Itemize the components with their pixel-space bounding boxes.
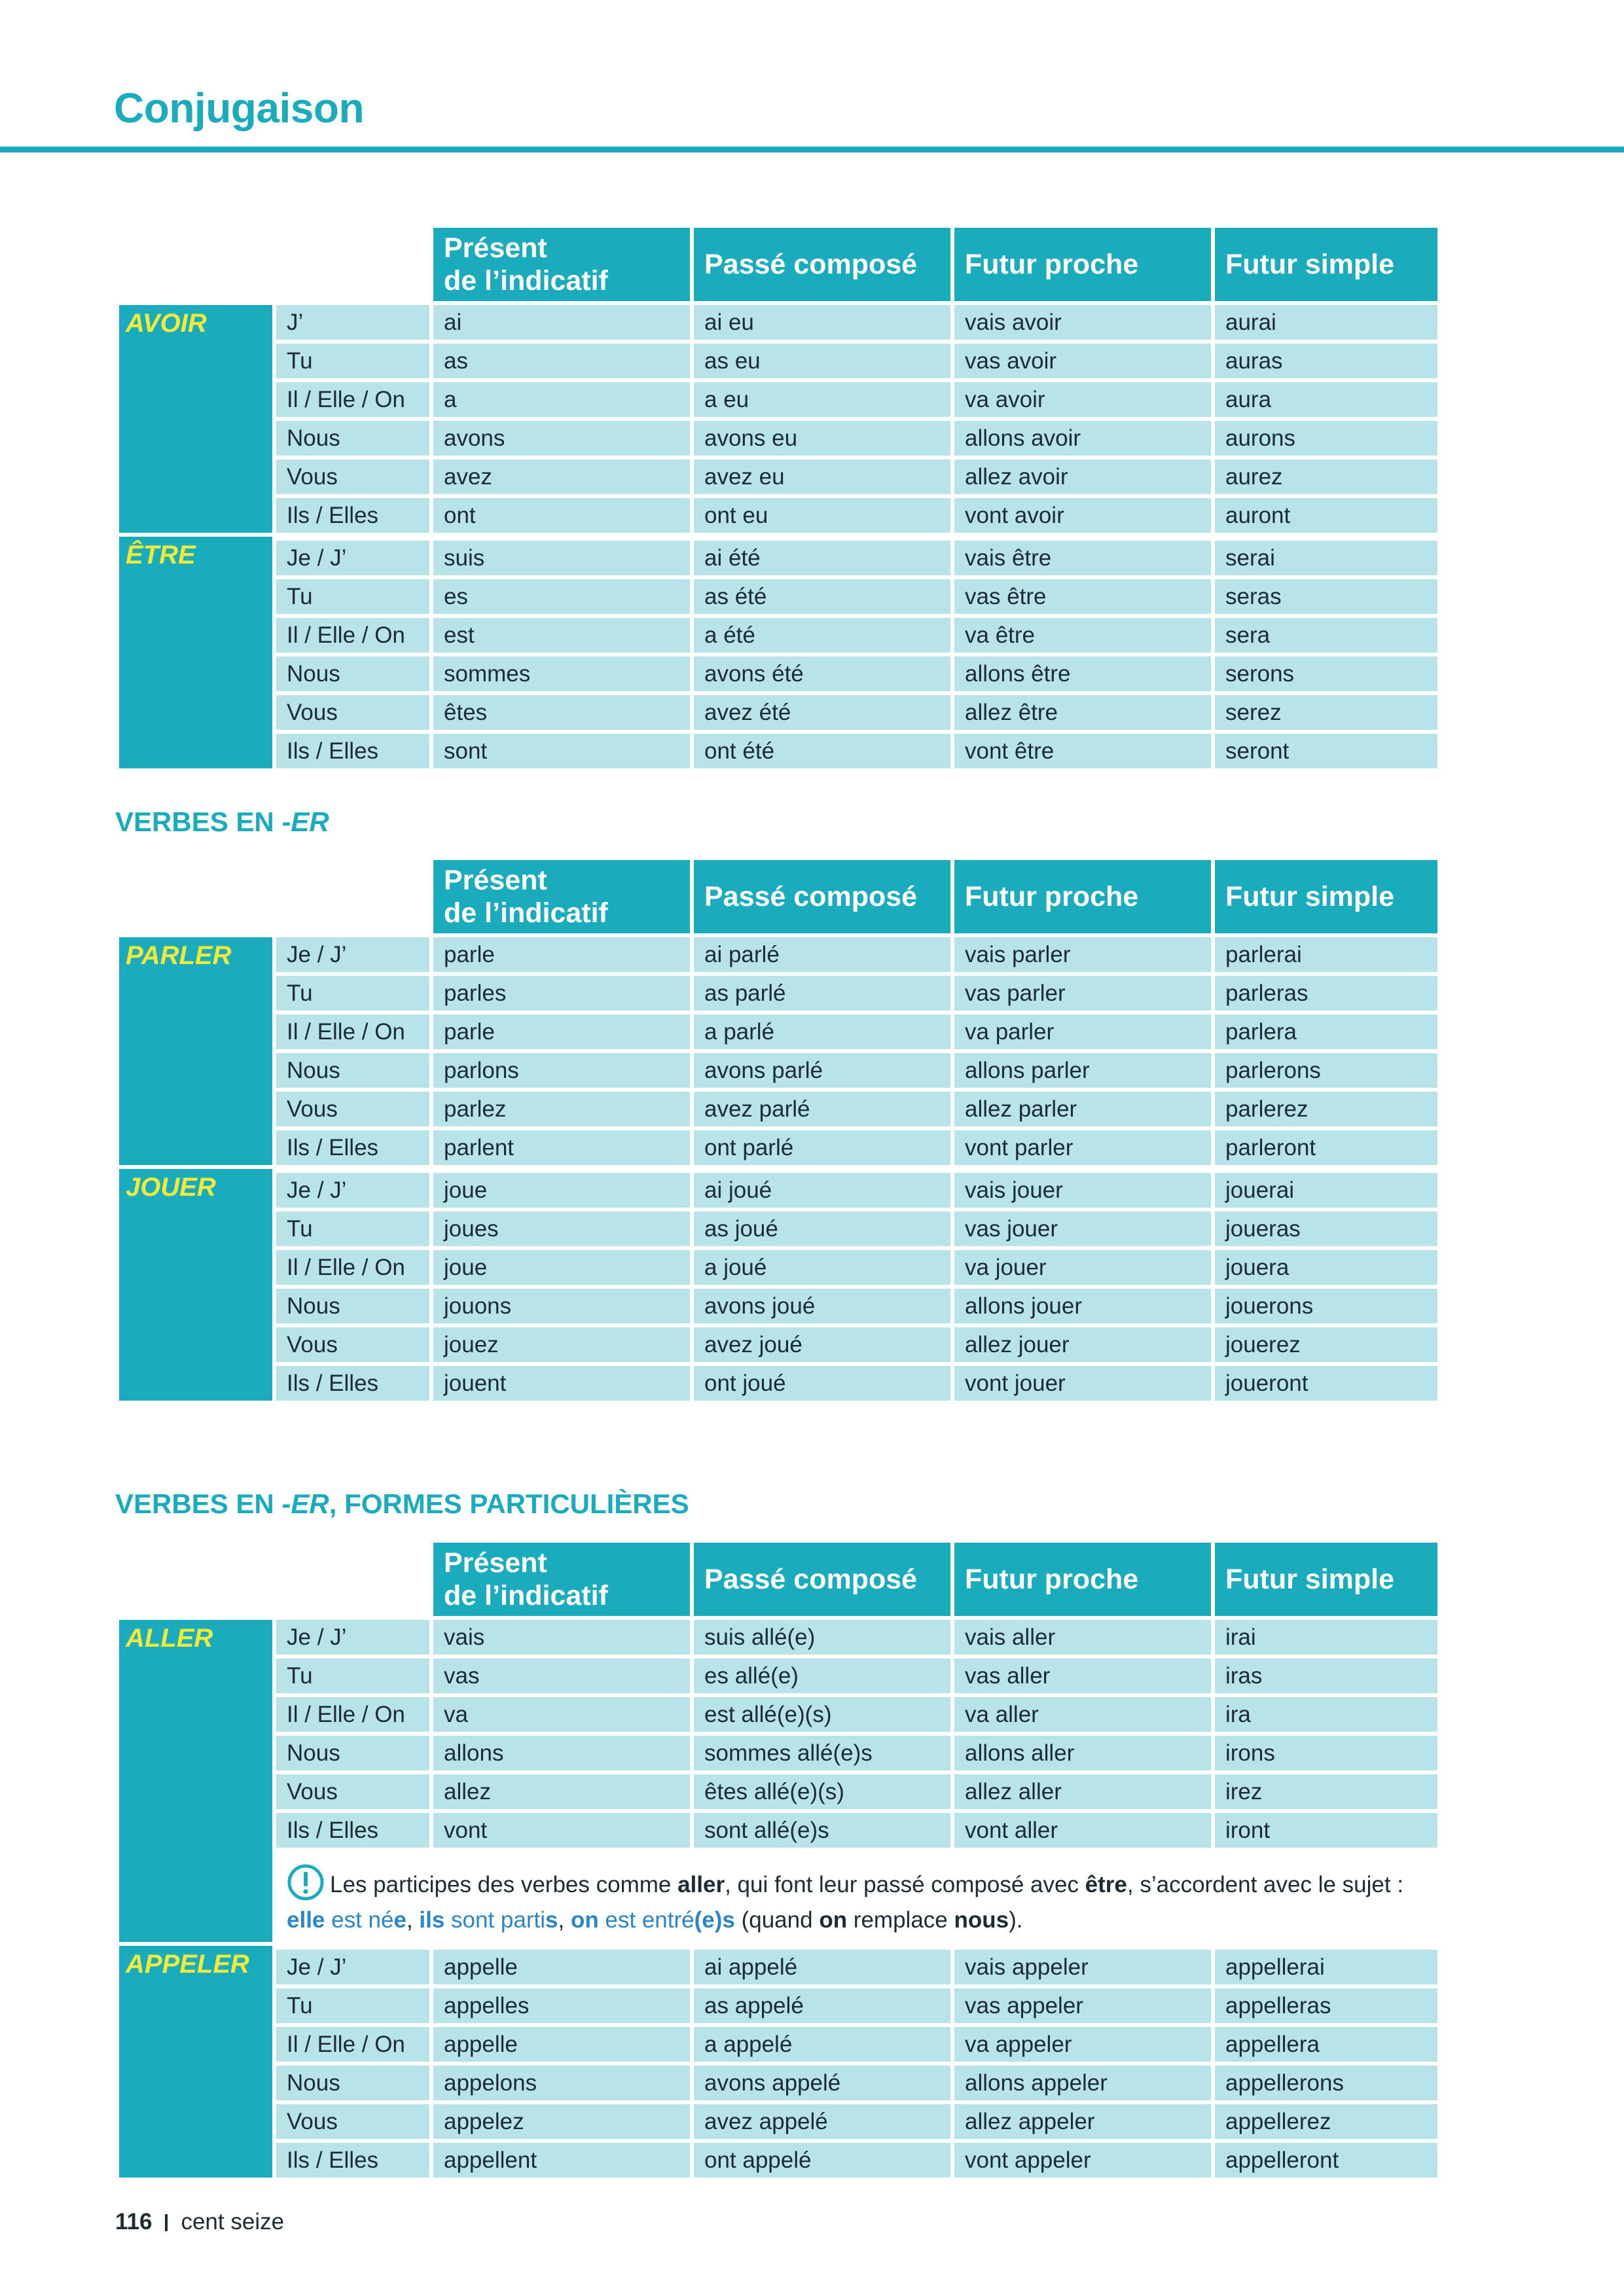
verb-label: PARLER [119,937,272,1165]
conjugation-cell: a parlé [694,1014,950,1049]
pronoun-cell: Ils / Elles [276,1813,429,1848]
pronoun-cell: Je / J’ [276,1620,429,1655]
column-header: Futur proche [954,228,1211,301]
conjugation-cell: vont appeler [954,2143,1211,2178]
column-header: Passé composé [694,1543,950,1616]
conjugation-cell: vas être [954,579,1211,614]
pronoun-cell: Tu [276,1988,429,2023]
column-header: Futur simple [1215,228,1437,301]
conjugation-cell: vont avoir [954,498,1211,533]
conjugation-cell: avez parlé [694,1092,950,1126]
conjugation-cell: appelez [433,2104,690,2139]
table-row [119,1327,1437,1362]
pronoun-cell: Tu [276,579,429,614]
conjugation-cell: va appeler [954,2027,1211,2062]
conjugation-cell: ai parlé [694,937,950,972]
column-header: Passé composé [694,860,950,933]
pronoun-cell: Ils / Elles [276,498,429,533]
conjugation-cell: appellent [433,2143,690,2178]
conjugation-cell: appellerez [1215,2104,1437,2139]
table-row [119,1620,1437,1655]
agreement-note [276,1852,1437,1942]
section-prefix: VERBES EN [115,806,282,837]
conjugation-cell: est [433,618,690,653]
pronoun-cell: Vous [276,695,429,730]
table-row [119,344,1437,378]
conjugation-cell: parles [433,976,690,1011]
table-row [119,382,1437,417]
conjugation-cell: sont [433,734,690,768]
conjugation-cell: ont parlé [694,1130,950,1165]
table-row [119,305,1437,340]
table-row [119,1053,1437,1088]
table-row [119,1988,1437,2023]
conjugation-cell: vont être [954,734,1211,768]
conjugation-cell: vas aller [954,1659,1211,1693]
conjugation-cell: appelons [433,2066,690,2100]
conjugation-cell: allez parler [954,1092,1211,1126]
pronoun-cell: Nous [276,1053,429,1088]
conjugation-cell: ont [433,498,690,533]
note-text: sont parti [444,1907,546,1933]
conjugation-cell: allez jouer [954,1327,1211,1362]
conjugation-cell: appelles [433,1988,690,2023]
note-text: être [1085,1872,1127,1897]
blank-header-cell [119,860,272,933]
conjugation-cell: aurez [1215,459,1437,494]
conjugation-cell: ai été [694,537,950,575]
header-row [119,860,1437,933]
conjugation-cell: appellera [1215,2027,1437,2062]
conjugation-table-parler-jouer [115,856,1441,1405]
table-row [119,1659,1437,1693]
note-text: est né [325,1907,394,1933]
conjugation-cell: ont été [694,734,950,768]
note-text: , qui font leur passé composé avec [725,1872,1085,1897]
verb-label: JOUER [119,1169,272,1401]
conjugation-cell: ai eu [694,305,950,340]
note-text: aller [677,1872,725,1897]
note-text: (e)s [694,1907,735,1933]
conjugation-cell: es allé(e) [694,1659,950,1693]
pronoun-cell: Vous [276,2104,429,2139]
conjugation-cell: ai [433,305,690,340]
note-row [119,1852,1437,1942]
table-row [119,1774,1437,1809]
conjugation-cell: allez [433,1774,690,1809]
table-row [119,976,1437,1011]
conjugation-cell: vont [433,1813,690,1848]
conjugation-cell: vais [433,1620,690,1655]
column-header: Futur proche [954,860,1211,933]
table-row [119,1946,1437,1984]
conjugation-cell: avez appelé [694,2104,950,2139]
pronoun-cell: Tu [276,344,429,378]
conjugation-cell: parlent [433,1130,690,1165]
note-text: on [570,1907,599,1933]
page-number-words: cent seize [181,2209,285,2234]
pronoun-cell: Tu [276,1659,429,1693]
page-footer [115,2209,284,2235]
conjugation-cell: vas parler [954,976,1211,1011]
pronoun-cell: Tu [276,976,429,1011]
conjugation-cell: parleront [1215,1130,1437,1165]
conjugation-cell: sont allé(e)s [694,1813,950,1848]
conjugation-cell: a été [694,618,950,653]
conjugation-cell: parle [433,1014,690,1049]
conjugation-cell: es [433,579,690,614]
pronoun-cell: Ils / Elles [276,2143,429,2178]
section-title-formes-particulieres [115,1488,689,1520]
verb-label: APPELER [119,1946,272,2178]
conjugation-cell: joueront [1215,1366,1437,1401]
conjugation-cell: as [433,344,690,378]
table-row [119,1211,1437,1246]
pronoun-cell: Ils / Elles [276,1366,429,1401]
pronoun-cell: Nous [276,2066,429,2100]
column-header: Présent de l’indicatif [433,860,690,933]
blank-header-cell [276,860,429,933]
pronoun-cell: Nous [276,421,429,456]
conjugation-cell: a joué [694,1250,950,1285]
conjugation-cell: vont aller [954,1813,1211,1848]
note-text: s [545,1907,558,1933]
conjugation-cell: ont appelé [694,2143,950,2178]
note-text: remplace [847,1907,954,1933]
conjugation-table-aller-appeler [115,1539,1441,2181]
conjugation-cell: appellerai [1215,1946,1437,1984]
title-rule [0,147,1624,152]
conjugation-cell: vais être [954,537,1211,575]
conjugation-cell: irez [1215,1774,1437,1809]
conjugation-cell: as été [694,579,950,614]
conjugation-cell: allons [433,1736,690,1770]
table-row [119,2066,1437,2100]
pronoun-cell: Ils / Elles [276,734,429,768]
table-row [119,1130,1437,1165]
column-header: Futur simple [1215,860,1437,933]
conjugation-cell: serez [1215,695,1437,730]
note-text: , [406,1907,420,1933]
section-prefix: VERBES EN [115,1488,282,1519]
conjugation-cell: auront [1215,498,1437,533]
column-header: Futur proche [954,1543,1211,1616]
pronoun-cell: Je / J’ [276,537,429,575]
conjugation-cell: avons joué [694,1289,950,1323]
section-suffix: -ER [281,1488,329,1519]
conjugation-cell: auras [1215,344,1437,378]
conjugation-cell: allez avoir [954,459,1211,494]
conjugation-cell: as appelé [694,1988,950,2023]
conjugation-cell: jouerai [1215,1169,1437,1208]
conjugation-cell: est allé(e)(s) [694,1697,950,1732]
conjugation-cell: parle [433,937,690,972]
conjugation-cell: vais appeler [954,1946,1211,1984]
conjugation-cell: avons appelé [694,2066,950,2100]
conjugation-cell: ont joué [694,1366,950,1401]
conjugation-cell: parlez [433,1092,690,1126]
blank-header-cell [276,1543,429,1616]
conjugation-cell: serai [1215,537,1437,575]
table-row [119,656,1437,691]
conjugation-cell: appelleront [1215,2143,1437,2178]
table-row [119,1092,1437,1126]
conjugation-cell: va parler [954,1014,1211,1049]
table-row [119,579,1437,614]
conjugation-cell: avez été [694,695,950,730]
conjugation-cell: aurons [1215,421,1437,456]
column-header: Passé composé [694,228,950,301]
conjugation-cell: aura [1215,382,1437,417]
conjugation-cell: sommes [433,656,690,691]
table-row [119,1736,1437,1770]
blank-header-cell [276,228,429,301]
conjugation-cell: appelleras [1215,1988,1437,2023]
conjugation-cell: vais aller [954,1620,1211,1655]
verb-label: ALLER [119,1620,272,1942]
conjugation-cell: sera [1215,618,1437,653]
conjugation-cell: suis allé(e) [694,1620,950,1655]
conjugation-cell: parlerez [1215,1092,1437,1126]
conjugation-cell: vas avoir [954,344,1211,378]
pronoun-cell: Nous [276,656,429,691]
conjugation-cell: parlera [1215,1014,1437,1049]
pronoun-cell: Je / J’ [276,1169,429,1208]
table-row [119,618,1437,653]
conjugation-cell: êtes [433,695,690,730]
pronoun-cell: Il / Elle / On [276,1250,429,1285]
blank-header-cell [119,228,272,301]
conjugation-cell: va avoir [954,382,1211,417]
pronoun-cell: Nous [276,1736,429,1770]
conjugation-cell: ai joué [694,1169,950,1208]
column-header: Futur simple [1215,1543,1437,1616]
conjugation-cell: vais jouer [954,1169,1211,1208]
conjugation-cell: as joué [694,1211,950,1246]
table-row [119,2143,1437,2178]
conjugation-cell: allons parler [954,1053,1211,1088]
note-text: on [819,1907,848,1933]
pronoun-cell: Ils / Elles [276,1130,429,1165]
verb-label: ÊTRE [119,537,272,768]
conjugation-cell: avons parlé [694,1053,950,1088]
table-row [119,734,1437,768]
conjugation-cell: seront [1215,734,1437,768]
note-text: e [393,1907,406,1933]
conjugation-cell: parlons [433,1053,690,1088]
conjugation-cell: joues [433,1211,690,1246]
conjugation-cell: as eu [694,344,950,378]
conjugation-cell: allez être [954,695,1211,730]
conjugation-cell: joue [433,1250,690,1285]
pronoun-cell: Je / J’ [276,937,429,972]
section-title-verbes-er [115,806,329,838]
conjugation-cell: seras [1215,579,1437,614]
table-row [119,1250,1437,1285]
section-suffix: -ER [281,806,329,837]
conjugation-cell: sommes allé(e)s [694,1736,950,1770]
conjugation-cell: êtes allé(e)(s) [694,1774,950,1809]
note-text: elle [287,1907,325,1933]
conjugation-cell: allons jouer [954,1289,1211,1323]
conjugation-cell: va être [954,618,1211,653]
conjugation-cell: as parlé [694,976,950,1011]
conjugation-cell: vais parler [954,937,1211,972]
footer-divider [165,2214,168,2231]
conjugation-cell: allez aller [954,1774,1211,1809]
note-text: ils [419,1907,445,1933]
note-text: nous [954,1907,1009,1933]
conjugation-cell: vont jouer [954,1366,1211,1401]
table-row [119,1697,1437,1732]
conjugation-cell: allez appeler [954,2104,1211,2139]
pronoun-cell: J’ [276,305,429,340]
note-text: , [558,1907,571,1933]
conjugation-cell: a appelé [694,2027,950,2062]
page-title: Conjugaison [114,84,365,132]
pronoun-cell: Vous [276,1092,429,1126]
conjugation-cell: vas appeler [954,1988,1211,2023]
conjugation-cell: avez joué [694,1327,950,1362]
conjugation-cell: jouerons [1215,1289,1437,1323]
table-row [119,421,1437,456]
pronoun-cell: Vous [276,1774,429,1809]
note-text: (quand [734,1907,820,1933]
conjugation-cell: a eu [694,382,950,417]
conjugation-cell: ira [1215,1697,1437,1732]
conjugation-cell: va jouer [954,1250,1211,1285]
header-row [119,1543,1437,1616]
table-row [119,2104,1437,2139]
table-row [119,459,1437,494]
pronoun-cell: Vous [276,459,429,494]
conjugation-cell: allons avoir [954,421,1211,456]
table-row [119,1366,1437,1401]
conjugation-cell: appellerons [1215,2066,1437,2100]
conjugation-cell: vont parler [954,1130,1211,1165]
pronoun-cell: Il / Elle / On [276,618,429,653]
pronoun-cell: Il / Elle / On [276,1014,429,1049]
conjugation-cell: avons été [694,656,950,691]
conjugation-cell: parleras [1215,976,1437,1011]
blank-header-cell [119,1543,272,1616]
table-row [119,937,1437,972]
conjugation-cell: vais avoir [954,305,1211,340]
conjugation-cell: appelle [433,2027,690,2062]
conjugation-cell: avons [433,421,690,456]
conjugation-cell: irai [1215,1620,1437,1655]
conjugation-cell: iront [1215,1813,1437,1848]
pronoun-cell: Vous [276,1327,429,1362]
note-text: Les participes des verbes comme [330,1872,678,1897]
conjugation-cell: appelle [433,1946,690,1984]
conjugation-cell: ai appelé [694,1946,950,1984]
pronoun-cell: Je / J’ [276,1946,429,1984]
conjugation-cell: ont eu [694,498,950,533]
pronoun-cell: Tu [276,1211,429,1246]
table-row [119,498,1437,533]
table-row [119,1169,1437,1208]
note-text: est entré [598,1907,695,1933]
conjugation-cell: allons appeler [954,2066,1211,2100]
conjugation-cell: a [433,382,690,417]
conjugation-cell: jouera [1215,1250,1437,1285]
conjugation-cell: allons aller [954,1736,1211,1770]
conjugation-cell: jouons [433,1289,690,1323]
conjugation-cell: parlerai [1215,937,1437,972]
conjugation-cell: parlerons [1215,1053,1437,1088]
conjugation-cell: iras [1215,1659,1437,1693]
table-row [119,695,1437,730]
table-row [119,1813,1437,1848]
table-row [119,2027,1437,2062]
conjugation-cell: jouez [433,1327,690,1362]
conjugation-cell: avez [433,459,690,494]
conjugation-cell: suis [433,537,690,575]
conjugation-cell: va aller [954,1697,1211,1732]
conjugation-cell: va [433,1697,690,1732]
conjugation-cell: joue [433,1169,690,1208]
table-row [119,537,1437,575]
page-number: 116 [115,2209,153,2234]
conjugation-cell: avez eu [694,459,950,494]
column-header: Présent de l’indicatif [433,228,690,301]
conjugation-cell: allons être [954,656,1211,691]
pronoun-cell: Il / Elle / On [276,1697,429,1732]
pronoun-cell: Il / Elle / On [276,2027,429,2062]
conjugation-cell: jouent [433,1366,690,1401]
conjugation-cell: aurai [1215,305,1437,340]
table-row [119,1014,1437,1049]
header-row [119,228,1437,301]
note-text: , s’accordent avec le sujet : [1127,1872,1404,1897]
conjugation-cell: irons [1215,1736,1437,1770]
table-row [119,1289,1437,1323]
pronoun-cell: Il / Elle / On [276,382,429,417]
conjugation-cell: jouerez [1215,1327,1437,1362]
conjugation-cell: vas jouer [954,1211,1211,1246]
exclamation-icon [287,1863,325,1901]
conjugation-cell: serons [1215,656,1437,691]
conjugation-table-avoir-etre [115,224,1441,772]
pronoun-cell: Nous [276,1289,429,1323]
section-rest: , FORMES PARTICULIÈRES [329,1488,689,1519]
conjugation-cell: vas [433,1659,690,1693]
column-header: Présent de l’indicatif [433,1543,690,1616]
conjugation-cell: avons eu [694,421,950,456]
note-text: ). [1009,1907,1023,1933]
verb-label: AVOIR [119,305,272,533]
conjugation-cell: joueras [1215,1211,1437,1246]
